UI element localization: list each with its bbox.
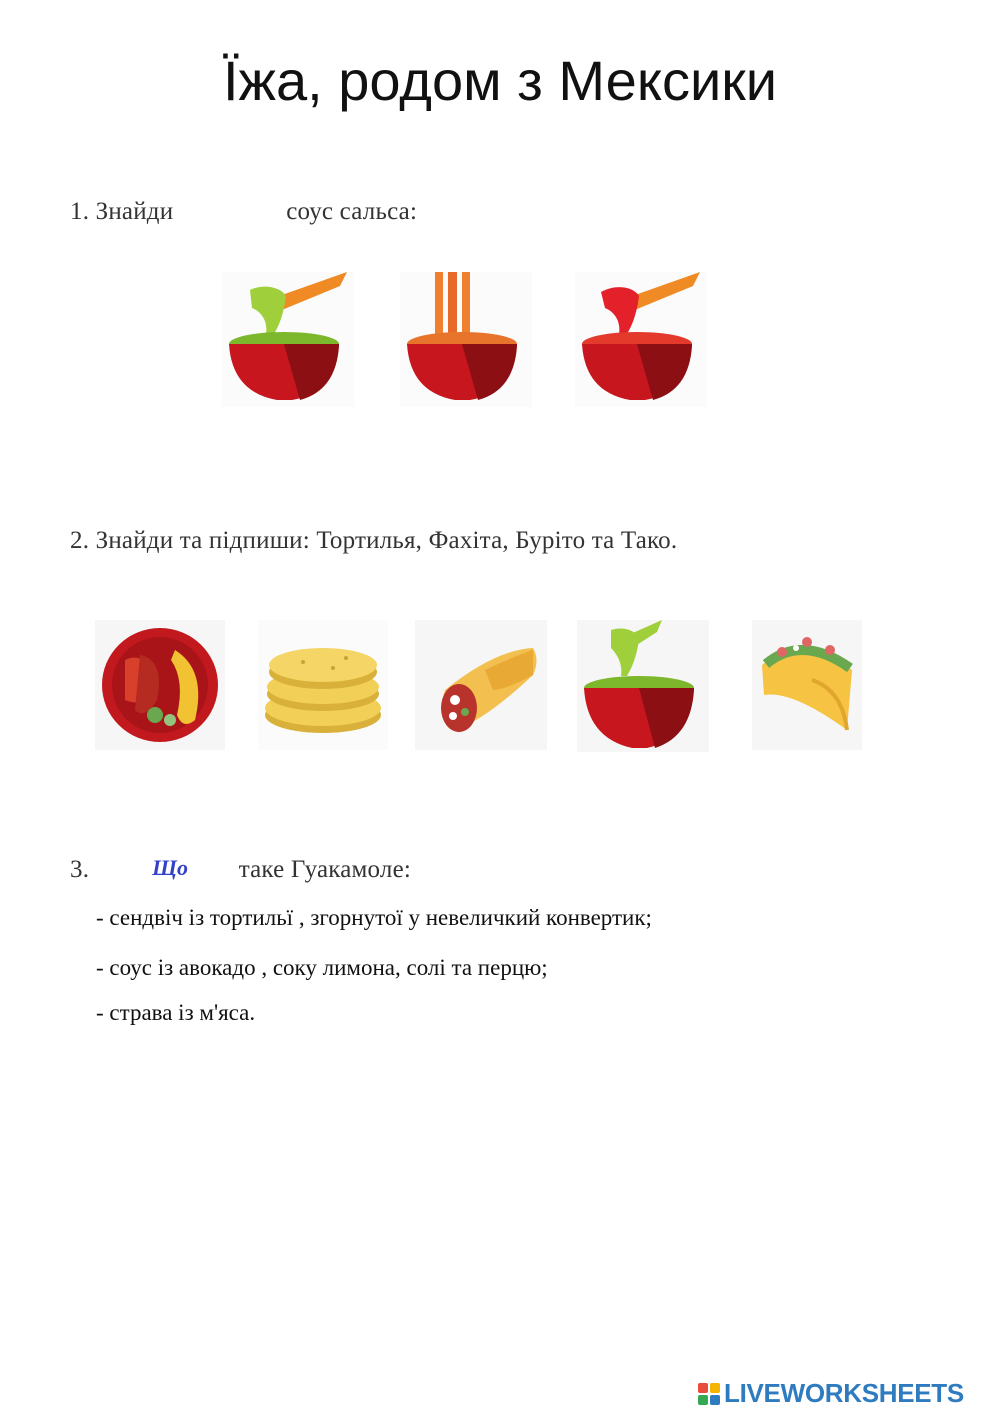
question-3: [70, 855, 411, 884]
avocado-sauce-bowl-icon[interactable]: [222, 272, 354, 407]
fajita-plate-icon[interactable]: [95, 620, 225, 750]
tortilla-stack-icon[interactable]: [258, 620, 388, 750]
question-3-suffix: таке Гуакамоле:: [238, 856, 412, 883]
burrito-icon[interactable]: [415, 620, 547, 750]
taco-icon[interactable]: [752, 620, 862, 750]
option-meat-dish[interactable]: - страва із м'яса.: [96, 1000, 256, 1025]
question-1-suffix: соус сальса:: [286, 198, 418, 225]
answer-word: Що: [152, 855, 189, 880]
orange-sauce-bowl-icon[interactable]: [400, 272, 532, 407]
question-1: [70, 198, 417, 226]
question-2: 2. Знайди та підпиши: Тортилья, Фахіта, Буріто та Тако.: [70, 527, 678, 554]
question-1-prefix: 1. Знайди: [70, 198, 174, 225]
red-sauce-bowl-icon[interactable]: [575, 272, 707, 407]
logo-grid-icon: [698, 1383, 720, 1405]
liveworksheets-logo: [698, 1378, 964, 1409]
option-sandwich[interactable]: - сендвіч із тортильї , згорнутої у невеличкий конвертик;: [96, 905, 652, 930]
option-avocado-sauce[interactable]: - соус із авокадо , соку лимона, солі та перцю;: [96, 955, 548, 980]
guacamole-bowl-icon[interactable]: [577, 620, 709, 752]
brand-name: LIVEWORKSHEETS: [724, 1378, 964, 1408]
question-3-number: 3.: [70, 856, 90, 883]
page-title: Їжа, родом з Мексики: [222, 49, 778, 112]
